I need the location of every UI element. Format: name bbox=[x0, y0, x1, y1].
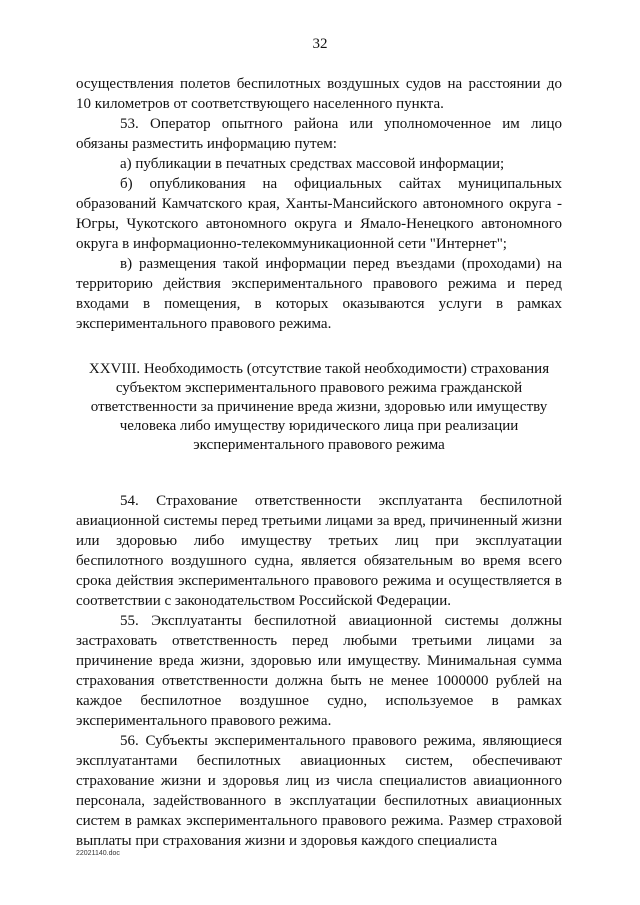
paragraph-53-b: б) опубликования на официальных сайтах муниципальных образований Камчатского края, Ханты-Мансийского автономного округа - Югры, Чукотского автономного округа и Ямало-Ненецкого автономного округа в информационно-телекоммуникационной сети "Интернет"; bbox=[76, 176, 562, 252]
paragraph-55: 55. Эксплуатанты беспилотной авиационной системы должны застраховать ответственность перед любыми третьими лицами за причинение вреда жизни, здоровью или имуществу. Минимальная сумма страхования ответственности должна быть не менее 1000000 рублей на каждое беспилотное воздушное судно, используемое в рамках экспериментального правового режима. bbox=[76, 613, 562, 729]
paragraph-continuation: осуществления полетов беспилотных воздушных судов на расстоянии до 10 километров от соответствующего населенного пункта. bbox=[76, 76, 562, 112]
paragraph-53: 53. Оператор опытного района или уполномоченное им лицо обязаны разместить информацию путем: bbox=[76, 116, 562, 152]
file-reference: 22021140.doc bbox=[76, 850, 120, 857]
paragraph-54: 54. Страхование ответственности эксплуатанта беспилотной авиационной системы перед третьими лицами за вред, причиненный жизни или здоровью либо имуществу третьих лиц при эксплуатации беспилотного воздушного судна, является обязательным во время всего срока действия экспериментального правового режима и осуществляется в соответствии с законодательством Российской Федерации. bbox=[76, 493, 562, 609]
section-heading: XXVIII. Необходимость (отсутствие такой необходимости) страхования субъектом экспериментального правового режима гражданской ответственности за причинение вреда жизни, здоровью или имуществу человека либо имуществу юридического лица при реализации экспериментального правового режима bbox=[88, 361, 550, 453]
document-body bbox=[76, 74, 562, 851]
page-number: 32 bbox=[312, 36, 328, 52]
paragraph-56: 56. Субъекты экспериментального правового режима, являющиеся эксплуатантами беспилотных авиационных систем, обеспечивают страхование жизни и здоровья лиц из числа специалистов авиационного персонала, задействованного в эксплуатации беспилотных авиационных систем в рамках экспериментального правового режима. Размер страховой выплаты при страхования жизни и здоровья каждого специалиста bbox=[76, 733, 562, 849]
paragraph-53-c: в) размещения такой информации перед въездами (проходами) на территорию действия экспериментального правового режима и перед входами в помещения, в которых оказываются услуги в рамках экспериментального правового режима. bbox=[76, 256, 562, 332]
paragraph-53-a: а) публикации в печатных средствах массовой информации; bbox=[120, 156, 505, 172]
